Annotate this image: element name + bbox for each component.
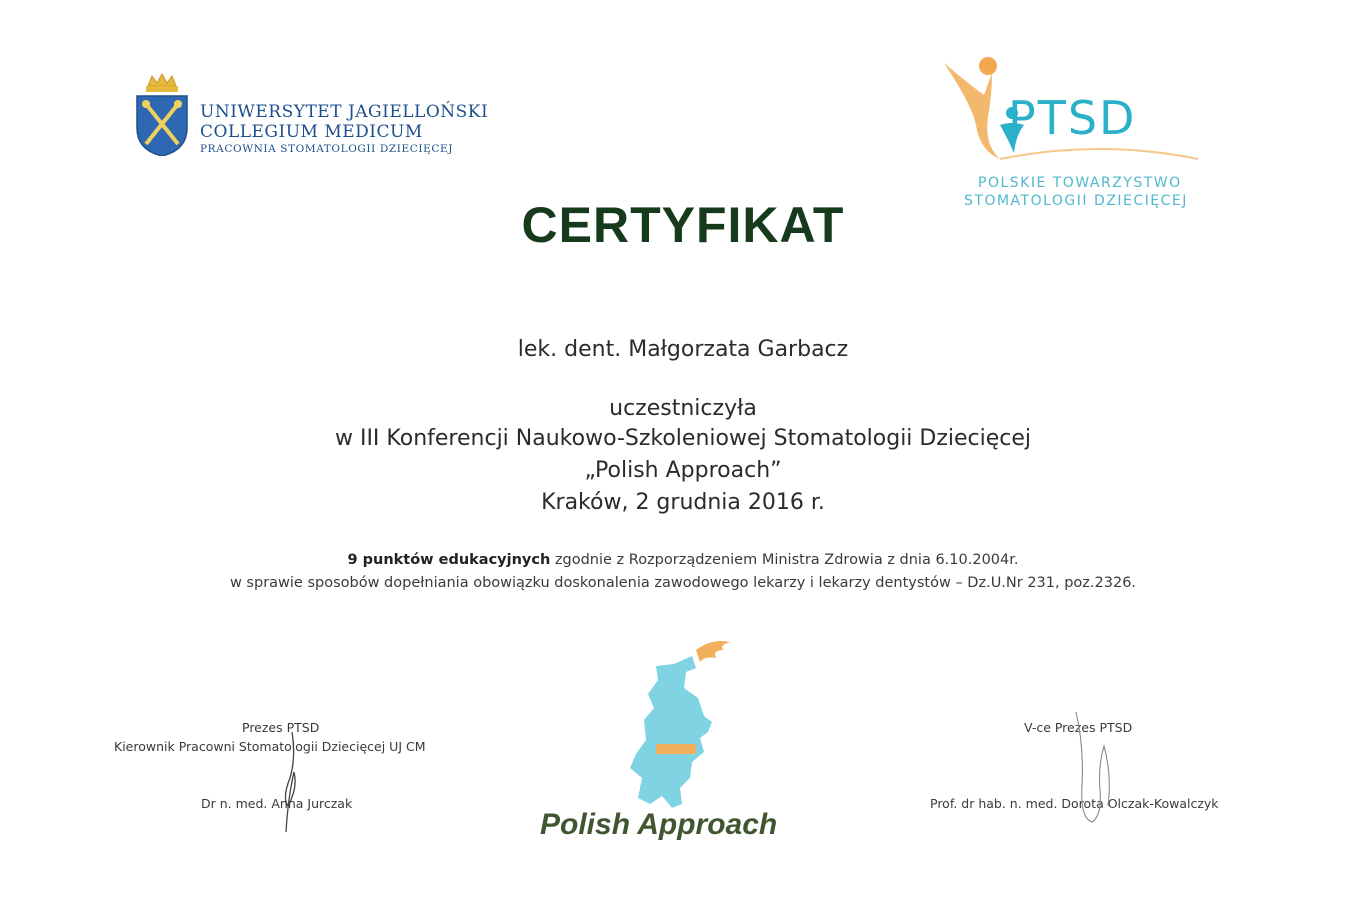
left-signatory-role2: Kierownik Pracowni Stomatologii Dziecięcej UJ CM [114,739,426,754]
right-signatory-role: V-ce Prezes PTSD [1024,720,1133,735]
conference-text: w III Konferencji Naukowo-Szkoleniowej Stomatologii Dziecięcej [334,426,1032,451]
participated-text: uczestniczyła [609,396,757,421]
certificate-title: CERTYFIKAT [521,197,845,253]
university-logo [134,72,489,162]
dragon-map-torch-icon [600,628,750,828]
ptsd-logo [940,55,1230,215]
recipient-name: lek. dent. Małgorzata Garbacz [517,337,849,362]
education-points [0,552,1366,568]
left-signature [270,728,310,838]
left-signatory-role1: Prezes PTSD [242,720,320,735]
regulation-text: w sprawie sposobów dopełniania obowiązku doskonalenia zawodowego lekarzy i lekarzy dentystów – Dz.U.Nr 231, poz.2326. [229,575,1137,591]
university-faculty: COLLEGIUM MEDICUM [200,122,423,142]
right-signature [1062,706,1122,830]
university-name: UNIWERSYTET JAGIELLOŃSKI [200,102,489,122]
crowned-shield-icon [134,72,190,156]
polish-approach-logo-text: Polish Approach [540,808,778,841]
ptsd-name-line1: POLSKIE TOWARZYSTWO [978,175,1182,191]
points-rest: zgodnie z Rozporządzeniem Ministra Zdrowia z dnia 6.10.2004r. [550,552,1019,568]
ptsd-name-line2: STOMATOLOGII DZIECIĘCEJ [964,193,1188,209]
left-signatory-name: Dr n. med. Anna Jurczak [201,796,353,811]
ptsd-abbreviation: PTSD [1008,91,1137,145]
university-department: PRACOWNIA STOMATOLOGII DZIECIĘCEJ [200,143,454,155]
right-signatory-name: Prof. dr hab. n. med. Dorota Olczak-Kowalczyk [930,796,1219,811]
points-count: 9 punktów edukacyjnych [347,552,551,568]
place-date: Kraków, 2 grudnia 2016 r. [541,490,825,515]
conference-subtitle: „Polish Approach” [584,458,782,483]
